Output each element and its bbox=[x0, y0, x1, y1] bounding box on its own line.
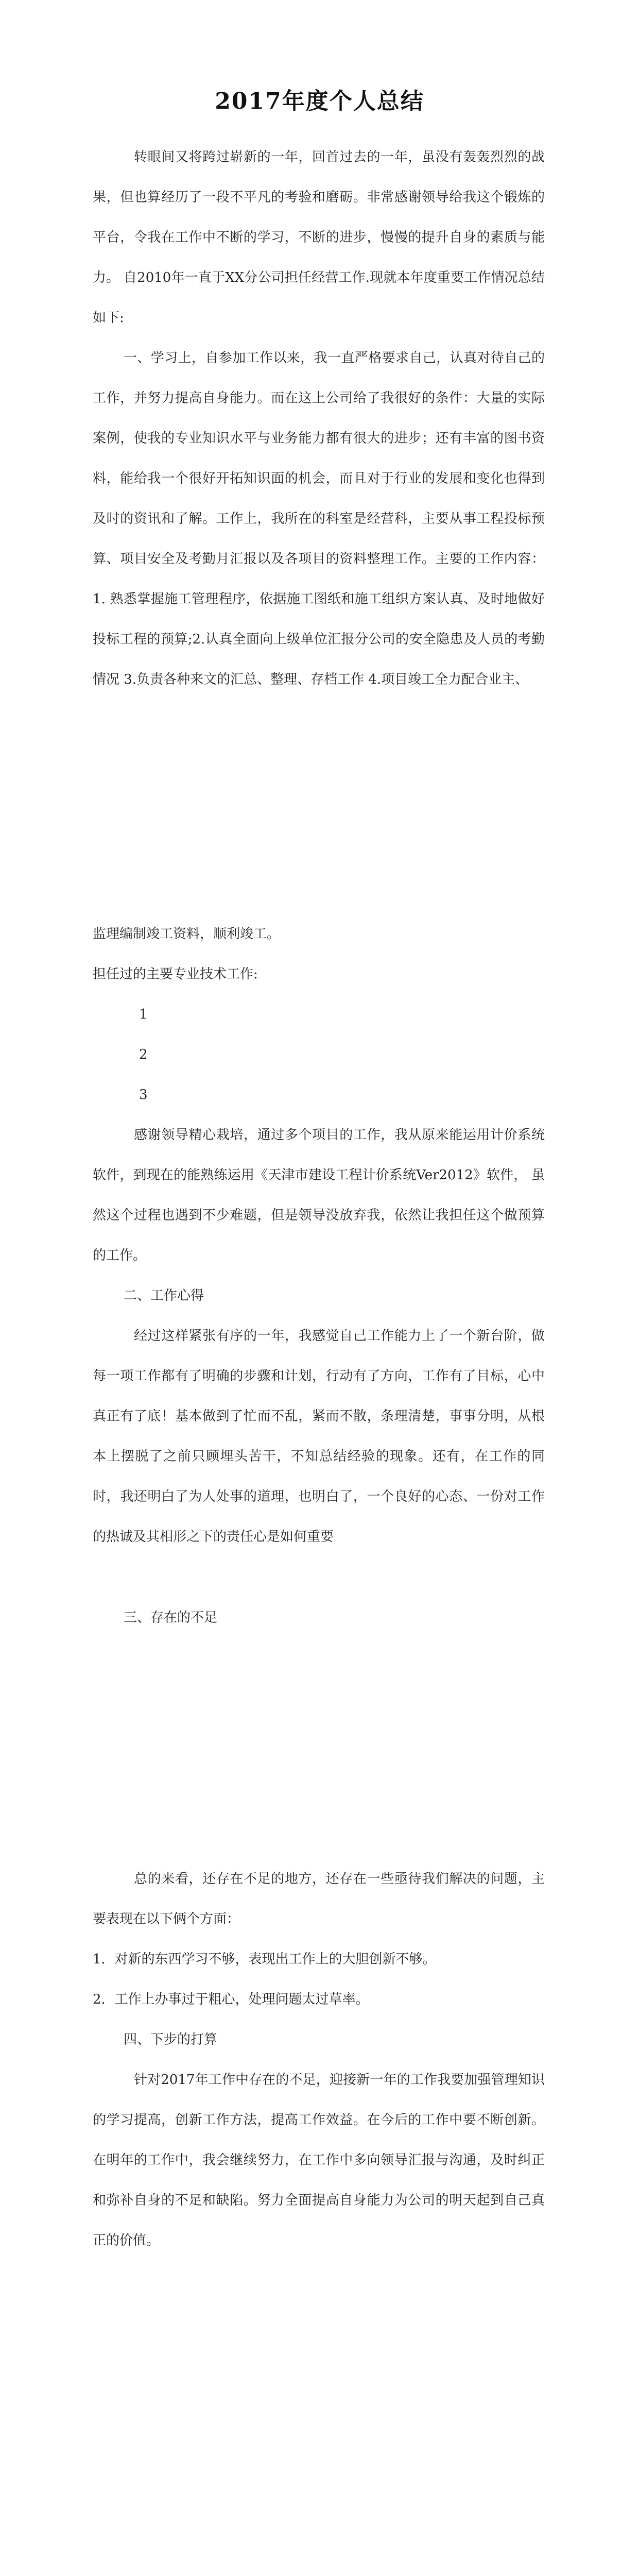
technical-item-1: 1 bbox=[139, 1007, 148, 1022]
section-4-paragraph: 针对2017年工作中存在的不足，迎接新一年的工作我要加强管理知识的学习提高，创新工作方法，提高工作效益。在今后的工作中要不断创新。在明年的工作中，我会继续努力，在工作中多向领导汇报与沟通，及时纠正和弥补自身的不足和缺陷。努力全面提高自身能力为公司的明天起到自己真正的价值。 bbox=[93, 2072, 545, 2248]
technical-item-3: 3 bbox=[139, 1087, 148, 1103]
intro-paragraph-2: 自2010年一直于XX分公司担任经营工作.现就本年度重要工作情况总结如下: bbox=[93, 270, 545, 326]
section-3-paragraph: 总的来看，还存在不足的地方，还存在一些亟待我们解决的问题，主要表现在以下俩个方面： bbox=[93, 1871, 545, 1927]
technical-work-label: 担任过的主要专业技术工作: bbox=[93, 967, 258, 982]
intro-paragraph-1: 转眼间又将跨过崭新的一年，回首过去的一年，虽没有轰轰烈烈的战果，但也算经历了一段不平凡的考验和磨砺。非常感谢领导给我这个锻炼的平台，令我在工作中不断的学习，不断的进步，慢慢的提升自身的素质与能力。 bbox=[93, 149, 545, 285]
technical-item-2: 2 bbox=[139, 1047, 148, 1062]
thanks-paragraph: 感谢领导精心栽培，通过多个项目的工作，我从原来能运用计价系统软件，到现在的能熟练运用《天津市建设工程计价系统Ver2012》软件， 虽然这个过程也遇到不少难题，但是领导没放弃我，依然让我担任这个做预算的工作。 bbox=[93, 1127, 545, 1263]
section-2-heading: 二、工作心得 bbox=[124, 1288, 204, 1303]
shortcoming-item-2: 2．工作上办事过于粗心，处理问题太过草率。 bbox=[93, 1992, 369, 2007]
section-1-paragraph: 一、学习上，自参加工作以来，我一直严格要求自己，认真对待自己的工作，并努力提高自身能力。而在这上公司给了我很好的条件：大量的实际案例，使我的专业知识水平与业务能力都有很大的进步；还有丰富的图书资料，能给我一个很好开拓知识面的机会，而且对于行业的发展和变化也得到及时的资讯和了解。工作上，我所在的科室是经营科，主要从事工程投标预算、项目安全及考勤月汇报以及各项目的资料整理工作。主要的工作内容：1. 熟悉掌握施工管理程序，依据施工图纸和施工组织方案认真、及时地做好投标工程的预算;2.认真全面向上级单位汇报分公司的安全隐患及人员的考勤情况 3.负责各种来文的汇总、整理、存档工作 4.项目竣工全力配合业主、 bbox=[93, 350, 545, 687]
section-2-paragraph: 经过这样紧张有序的一年，我感觉自己工作能力上了一个新台阶，做每一项工作都有了明确的步骤和计划，行动有了方向，工作有了目标，心中真正有了底！基本做到了忙而不乱，紧而不散，条理清楚，事事分明，从根本上摆脱了之前只顾埋头苦干，不知总结经验的现象。还有，在工作的同时，我还明白了为人处事的道理，也明白了，一个良好的心态、一份对工作的热诚及其相形之下的责任心是如何重要 bbox=[93, 1328, 545, 1545]
section-3-heading: 三、存在的不足 bbox=[124, 1610, 218, 1625]
section-4-heading: 四、下步的打算 bbox=[124, 2032, 218, 2047]
document-title: 2017年度个人总结 bbox=[215, 88, 424, 114]
section-1-continuation: 监理编制竣工资料，顺利竣工。 bbox=[93, 926, 281, 942]
shortcoming-item-1: 1．对新的东西学习不够，表现出工作上的大胆创新不够。 bbox=[93, 1952, 436, 1967]
